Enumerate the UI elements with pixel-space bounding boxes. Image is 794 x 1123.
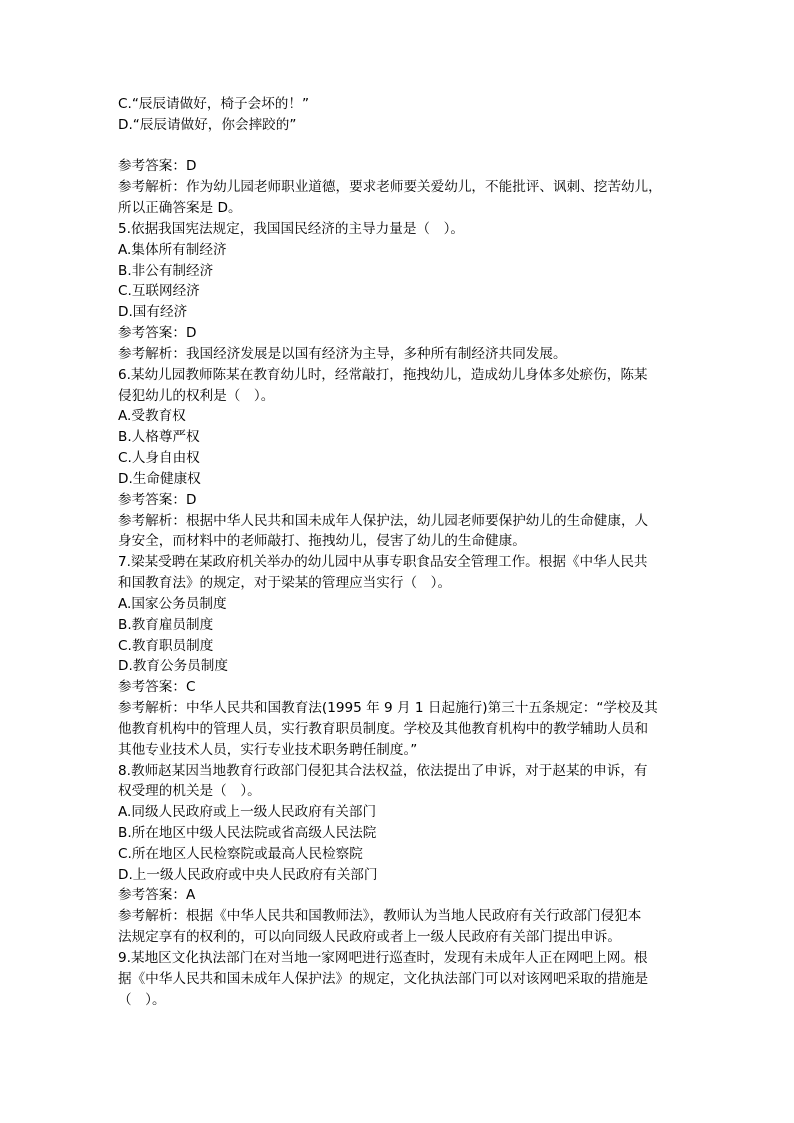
text-line: D.国有经济	[118, 304, 188, 321]
text-line: 法规定享有的权利的，可以向同级人民政府或者上一级人民政府有关部门提出申诉。	[118, 929, 621, 946]
text-line: 参考解析：根据中华人民共和国未成年人保护法，幼儿园老师要保护幼儿的生命健康，人	[118, 512, 649, 529]
text-line: B.非公有制经济	[118, 262, 214, 279]
text-line: 7.梁某受聘在某政府机关举办的幼儿园中从事专职食品安全管理工作。根据《中华人民共	[118, 554, 648, 571]
text-line: B.人格尊严权	[118, 429, 200, 446]
text-line: 和国教育法》的规定，对于梁某的管理应当实行（ ）。	[118, 575, 452, 592]
text-line: B.所在地区中级人民法院或省高级人民法院	[118, 824, 377, 841]
text-line: 参考解析：我国经济发展是以国有经济为主导，多种所有制经济共同发展。	[118, 345, 567, 362]
text-line: 参考解析：根据《中华人民共和国教师法》，教师认为当地人民政府有关行政部门侵犯本	[118, 908, 642, 925]
text-line: 参考答案：D	[118, 491, 197, 508]
text-line: 其他专业技术人员，实行专业技术职务聘任制度。”	[118, 741, 418, 758]
text-line: B.教育雇员制度	[118, 616, 214, 633]
text-line: 参考解析：中华人民共和国教育法(1995 年 9 月 1 日起施行)第三十五条规定：“学校及其	[118, 700, 658, 717]
text-line: 8.教师赵某因当地教育行政部门侵犯其合法权益，依法提出了申诉，对于赵某的申诉，有	[118, 762, 648, 779]
text-line: C.“辰辰请做好，椅子会坏的！”	[118, 96, 310, 112]
text-line: 侵犯幼儿的权利是（ ）。	[118, 387, 275, 404]
text-line: （ ）。	[118, 991, 166, 1008]
text-line: D.生命健康权	[118, 470, 201, 487]
text-line: 参考答案：A	[118, 887, 196, 904]
text-line: A.受教育权	[118, 408, 186, 425]
text-line: D.“辰辰请做好，你会摔跤的”	[118, 116, 297, 133]
text-line: D.教育公务员制度	[118, 658, 228, 675]
text-line	[118, 136, 678, 157]
text-line: 参考答案：D	[118, 158, 197, 175]
text-line: A.同级人民政府或上一级人民政府有关部门	[118, 804, 377, 821]
text-line: A.国家公务员制度	[118, 595, 227, 612]
text-line: C.互联网经济	[118, 283, 200, 300]
document-page	[118, 94, 678, 1010]
text-line: D.上一级人民政府或中央人民政府有关部门	[118, 866, 378, 883]
text-line: 参考解析：作为幼儿园老师职业道德，要求老师要关爱幼儿，不能批评、讽刺、挖苦幼儿，	[118, 179, 662, 196]
text-line: 6.某幼儿园教师陈某在教育幼儿时，经常敲打，拖拽幼儿，造成幼儿身体多处瘀伤，陈某	[118, 366, 648, 383]
text-line: 参考答案：C	[118, 679, 196, 696]
text-line: 5.依据我国宪法规定，我国国民经济的主导力量是（ ）。	[118, 220, 465, 237]
text-line: A.集体所有制经济	[118, 241, 227, 258]
text-line: 身安全，而材料中的老师敲打、拖拽幼儿，侵害了幼儿的生命健康。	[118, 533, 526, 550]
text-line: 参考答案：D	[118, 325, 197, 342]
text-line: 权受理的机关是（ ）。	[118, 783, 261, 800]
text-line: C.教育职员制度	[118, 637, 214, 654]
text-line: C.所在地区人民检察院或最高人民检察院	[118, 845, 363, 862]
text-line: 他教育机构中的管理人员，实行教育职员制度。学校及其他教育机构中的教学辅助人员和	[118, 720, 649, 737]
text-line: C.人身自由权	[118, 450, 200, 467]
text-line: 所以正确答案是 D。	[118, 200, 242, 217]
text-line: 9.某地区文化执法部门在对当地一家网吧进行巡查时，发现有未成年人正在网吧上网。根	[118, 949, 648, 966]
text-line: 据《中华人民共和国未成年人保护法》的规定，文化执法部门可以对该网吧采取的措施是	[118, 970, 649, 987]
